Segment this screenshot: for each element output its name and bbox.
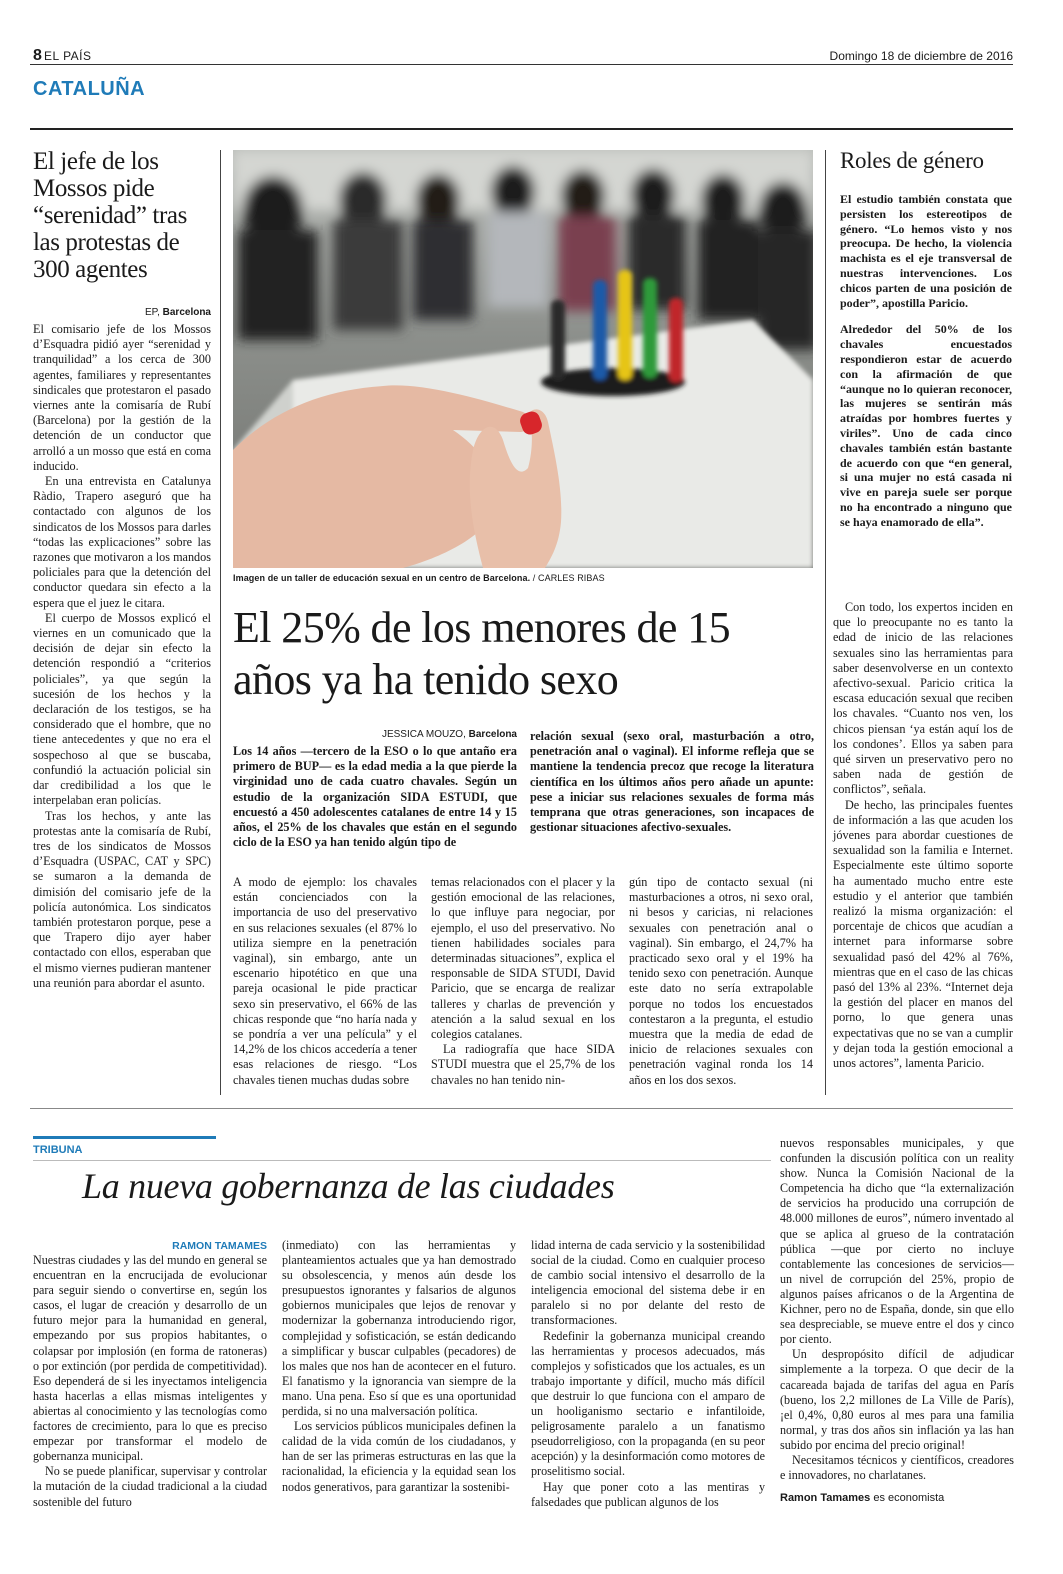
body-paragraph: temas relacionados con el placer y la gestión emocional de las relaciones, lo que influye para negociar, por ejemplo, el uso del preservativo. No tienen habilidades sociales para determinadas situaciones”, explica el responsable de SIDA STUDI, David Paricio, que se encarga de realizar talleres y charlas de prevención y atención a la salud sexual en los colegios catalanes. — [431, 875, 615, 1042]
tribuna-label-rule — [33, 1160, 771, 1161]
section-title: CATALUÑA — [33, 78, 146, 100]
tribuna-col-3 — [531, 1238, 765, 1510]
photo-caption — [233, 573, 605, 583]
photo-credit: / CARLES RIBAS — [532, 573, 605, 583]
tribuna-label: TRIBUNA — [33, 1144, 83, 1156]
tribuna-author: RAMON TAMAMES — [172, 1240, 267, 1252]
tribuna-col-4 — [780, 1136, 1014, 1506]
column-divider — [220, 150, 221, 1095]
sidebar-divider — [825, 150, 826, 1095]
tribuna-paragraph: nuevos responsables municipales, y que confunden la discusión política con un reality show. Nunca la Comisión Nacional de la Competencia ha dicho que “la externalización de servicios ha producido una corrupción de 48.000 millones de euros”, número inventado al que se aplica al grueso de la contratación pública —que por cierto no incluye contablemente las concesiones de servicios— un nivel de corrupción del 25%, propio de algunos países africanos o de la Argentina de Kichner, pero no de España, donde, sin que ello sea despreciable, se mueve entre el dos y cinco por ciento. — [780, 1136, 1014, 1347]
sidebar-paragraph: De hecho, las principales fuentes de información a las que acuden los jóvenes para abordar cuestiones de sexualidad son la familia e Internet. Especialmente este último soporte ha aumentado mucho entre este estudio y el anterior que también realizó la misma organización: el porcentaje de chicos que acudían a internet para informarse sobre sexualidad pasó del 42% al 76%, mientras que en el caso de las chicas pasó del 13% al 23%. “Internet deja la gestión del placer en manos del porno, lo que genera unas expectativas que no se van a cumplir y dejan toda la gestión emocional a unos actores”, lamenta Paricio. — [833, 797, 1013, 1071]
body-paragraph: La radiografía que hace SIDA STUDI muestra que el 25,7% de los chavales no han tenido nin- — [431, 1042, 615, 1087]
body-paragraph: A modo de ejemplo: los chavales están concienciados con la importancia de uso del preservativo en sus relaciones sexuales (el 87% lo utiliza siempre en la penetración vaginal), sin embargo, ante un escenario hipotético en que una pareja ocasional le pide practicar sexo sin preservativo, el 66% de las chicas responde que “no haría nada y se pondría a ver una película” y el 14,2% de los chicos accedería a tener esas relaciones de riesgo. “Los chavales tienen muchas dudas sobre — [233, 875, 417, 1087]
left-story-headline: El jefe de los Mossos pide “serenidad” tras las protestas de 300 agentes — [33, 148, 187, 283]
sidebar-body-bold — [840, 192, 1012, 530]
tribuna-paragraph: lidad interna de cada servicio y la sostenibilidad social de la ciudad. Como en cualquier proceso de cambio social intensivo el desarrollo de la inteligencia emocional del sistema debe ir en paralelo si no por delante del resto de transformaciones. — [531, 1238, 765, 1328]
left-paragraph: El cuerpo de Mossos explicó el viernes en un comunicado que la decisión de dejar sin efecto la detención respondió a “criterios policiales”, ya que según la sucesión de los hechos y la declaración de los testigos, se ha considerado que el hombre, que no tiene antecedentes y que no era el sospechoso al que se buscaba, confundió la actuación policial sin dar credibilidad a los que le interpelaban eran policías. — [33, 610, 211, 808]
tribuna-headline: La nueva gobernanza de las ciudades — [82, 1166, 615, 1206]
left-paragraph: En una entrevista en Catalunya Ràdio, Trapero aseguró que ha contactado con algunos de los sindicatos de los Mossos para darles “todas las explicaciones” sobre las razones que motivaron a los mandos policiales para que la detención del conductor quedara sin efecto a la espera que el juez le citara. — [33, 474, 211, 610]
lead-col-2 — [530, 729, 814, 835]
main-headline: El 25% de los menores de 15 años ya ha tenido sexo — [233, 603, 731, 704]
body-col-3 — [629, 875, 813, 1088]
body-col-1 — [233, 875, 417, 1088]
workshop-photo — [233, 150, 813, 568]
lead-paragraph: Los 14 años —tercero de la ESO o lo que antaño era primero de BUP— es la edad media a la que pierde la virginidad uno de cada cuatro chavales. Según un estudio de la organización SIDA ESTUDI, que encuestó a 450 adolescentes catalanes de entre 14 y 15 años, el 25% de los chavales que están en el segundo ciclo de la ESO ya han tenido algún tipo de — [233, 744, 517, 850]
sidebar-body — [833, 600, 1013, 1071]
tribuna-col-2 — [282, 1238, 516, 1495]
tribuna-paragraph: (inmediato) con las herramientas y planteamientos actuales que ya han demostrado su obsolescencia, y menos aún desde los presupuestos ignorantes y falsarios de algunos gobiernos municipales que lejos de renovar y modernizar la gobernanza introduciendo rigor, complejidad y sofisticación, se están dedicando a simplificar y buscar culpables (pecadores) de los males que nos han de acontecer en el futuro. El fanatismo y la ignorancia van siempre de la mano. Una pena. Eso sí que es una oportunidad perdida, si no una malversación política. — [282, 1238, 516, 1419]
left-paragraph: Tras los hechos, y ante las protestas ante la comisaría de Rubí, tres de los sindicatos de Mossos d’Esquadra (USPAC, CAT y SPC) se sumaron a la demanda de dimisión del comisario jefe de la policía autonómica. Los sindicatos también protestaron porque, pese a que Trapero dijo ayer haber contactado con ellos, esperaban que el mismo viernes pudieran mantener una reunión para abordar el asunto. — [33, 808, 211, 990]
signature-name: Ramon Tamames — [780, 1492, 871, 1505]
byline-author: JESSICA MOUZO, — [381, 729, 466, 740]
signature-role: es economista — [873, 1492, 945, 1505]
byline-city: Barcelona — [468, 729, 517, 740]
sidebar-bold-paragraph: Alrededor del 50% de los chavales encuestados respondieron estar de acuerdo con la afirmación de que “aunque no lo quieran reconocer, las mujeres se sentirán más atraídas por hombres fuertes y viriles”. Uno de cada cinco chavales también están bastante de acuerdo con que “en general, si una mujer no está casada ni vive en pareja suele ser porque no ha encontrado a ninguno que se haya enamorado de ella”. — [840, 322, 1012, 529]
tribuna-accent-bar — [33, 1136, 216, 1139]
body-paragraph: gún tipo de contacto sexual (ni masturbaciones a otros, ni sexo oral, ni besos y caricias, ni relaciones sexuales con penetración anal o vaginal). Sin embargo, el 24,7% ha practicado sexo oral y el 19% ha tenido sexo con penetración. Aunque este dato no sería extrapolable porque no todos los encuestados contestaron a la pregunta, el estudio muestra que la media de edad de inicio de relaciones sexuales con penetración vaginal ronda los 14 años en los dos sexos. — [629, 875, 813, 1087]
page-number: 8 — [33, 47, 42, 64]
dateline-agency: EP, — [145, 307, 160, 318]
tribuna-paragraph: No se puede planificar, supervisar y controlar la mutación de la ciudad tradicional a la ciudad sostenible del futuro — [33, 1464, 267, 1509]
dateline-city: Barcelona — [162, 307, 211, 318]
tribuna-paragraph: Redefinir la gobernanza municipal creando las herramientas y procesos adecuados, más complejos y sofisticados que los actuales, es un trabajo importante y difícil, mucho más difícil que destruir lo que funciona con el amparo de un hooliganismo sectario e infantiloide, peligrosamente paralelo a un fanatismo pseudorreligioso, con la propaganda (en su peor acepción) y la desinformación como motores de proselitismo social. — [531, 1328, 765, 1479]
tribuna-paragraph: Un despropósito difícil de adjudicar simplemente a la torpeza. O que decir de la cacareada bajada de tarifas del agua en París (bueno, los 2,2 millones de La Ville de París), ¡el 0,4%, 0,80 euros al mes para una familia normal, y tras dos años sin inflación ya las han subido por encima del precio original! — [780, 1347, 1014, 1452]
tribuna-paragraph: Nuestras ciudades y las del mundo en general se encuentran en la encrucijada de evolucionar para seguir siendo o convertirse en, según los casos, el lugar de creación y desarrollo de un futuro mejor para la humanidad en general, empezando por sus propios habitantes, o colapsar por implosión (en forma de ratoneras) o por extinción (por perdida de competitividad). Eso dependerá de si les inyectamos inteligencia hasta hacerlas a ellas mismas inteligentes y abiertas al conocimiento y las tecnologías como factores de crecimiento, para lo que es preciso empezar por transformar el modelo de gobernanza municipal. — [33, 1253, 267, 1464]
tribuna-paragraph: Hay que poner coto a las mentiras y falsedades que publican algunos de los — [531, 1479, 765, 1509]
sidebar-paragraph: Con todo, los expertos inciden en que lo preocupante no es tanto la edad de inicio de las relaciones sexuales sino las herramientas para saber desenvolverse en un contexto afectivo-sexual. Paricio critica la escasa educación sexual que reciben los chavales. “Cuanto nos ven, los chicos piensan ‘ya están aquí los de los condones’. Ellos ya saben para qué sirven un preservativo pero no saben nada de gestión de conflictos”, señala. — [833, 600, 1013, 797]
tribuna-paragraph: Necesitamos técnicos y científicos, creadores e innovadores, no charlatanes. — [780, 1452, 1014, 1483]
photo-illustration — [233, 150, 813, 568]
tribuna-paragraph: Los servicios públicos municipales definen la calidad de la vida común de los ciudadanos, y han de ser las primeras estructuras en las que la racionalidad, la eficiencia y la equidad sean los nodos generativos, para garantizar la sostenibi- — [282, 1419, 516, 1494]
left-story-body — [33, 322, 211, 991]
tribuna-col-1 — [33, 1253, 267, 1510]
header-rule — [30, 64, 1013, 65]
issue-date: Domingo 18 de diciembre de 2016 — [829, 49, 1013, 63]
left-paragraph: El comisario jefe de los Mossos d’Esquadra pidió ayer “serenidad y tranquilidad” a los cerca de 300 agentes, familiares y representantes sindicales que protestaron el pasado viernes ante la comisaría de Rubí (Barcelona) por la gestión de la detención de un conductor que arrolló a un mosso que está en coma inducido. — [33, 322, 211, 473]
tribuna-top-rule — [30, 1108, 1013, 1109]
lead-col-1 — [233, 744, 517, 850]
sidebar-title: Roles de género — [840, 148, 984, 173]
sidebar-bold-paragraph: El estudio también constata que persisten los estereotipos de género. “Lo hemos visto y nos preocupa. De hecho, la violencia machista es el eje transversal de nuestras intervenciones. Los chicos parten de una posición de poder”, apostilla Paricio. — [840, 192, 1012, 310]
main-byline — [233, 729, 517, 740]
brand-name: EL PAÍS — [44, 49, 92, 63]
body-col-2 — [431, 875, 615, 1088]
lead-paragraph: relación sexual (sexo oral, masturbación a otro, penetración anal o vaginal). El informe refleja que se mantiene la tendencia precoz que recoge la literatura científica en los últimos años pero añade un apunte: pese a iniciar sus relaciones sexuales de forma más temprana que otras generaciones, son incapaces de gestionar situaciones afectivo-sexuales. — [530, 729, 814, 835]
left-story-dateline — [33, 307, 211, 318]
caption-text: Imagen de un taller de educación sexual en un centro de Barcelona. — [233, 573, 531, 583]
tribuna-signature — [780, 1491, 1014, 1506]
section-rule — [30, 128, 1013, 130]
